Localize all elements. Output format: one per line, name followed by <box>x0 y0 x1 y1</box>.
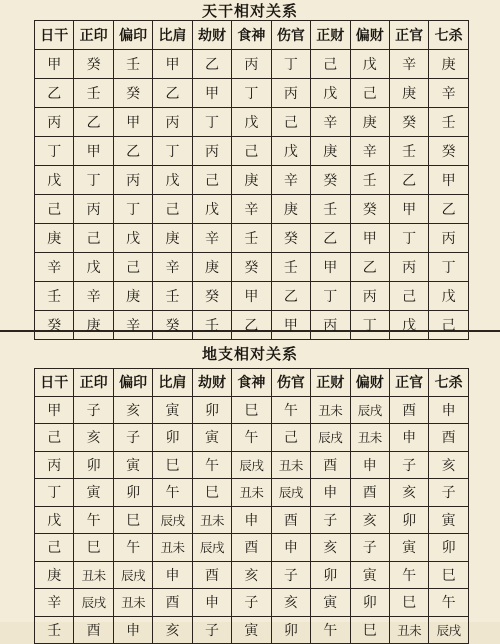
row-label-cell: 壬 <box>35 282 74 311</box>
row-label-cell: 戊 <box>35 166 74 195</box>
table-header-row <box>35 369 469 397</box>
branches-table-title: 地支相对关系 <box>201 345 298 363</box>
row-label-cell: 辛 <box>35 253 74 282</box>
row-label-cell: 丙 <box>35 451 74 479</box>
row-label-cell: 庚 <box>35 224 74 253</box>
table-cell: 乙 <box>74 108 113 137</box>
table-cell: 辰戌 <box>74 589 113 617</box>
table-cell: 丁 <box>153 137 192 166</box>
table-cell: 申 <box>350 451 389 479</box>
table-cell: 丑未 <box>74 561 113 589</box>
table-cell: 戊 <box>113 224 152 253</box>
row-label-cell: 辛 <box>35 589 74 617</box>
table-row <box>35 311 469 340</box>
table-cell: 甲 <box>192 79 231 108</box>
table-cell: 酉 <box>74 616 113 644</box>
table-cell: 辛 <box>429 79 468 108</box>
table-cell: 庚 <box>311 137 350 166</box>
table-cell: 己 <box>389 282 428 311</box>
table-cell: 申 <box>271 534 310 562</box>
table-cell: 戊 <box>192 195 231 224</box>
table-cell: 寅 <box>429 506 468 534</box>
table-cell: 午 <box>389 561 428 589</box>
table-cell: 戊 <box>271 137 310 166</box>
table-cell: 戊 <box>74 253 113 282</box>
table-cell: 乙 <box>271 282 310 311</box>
table-cell: 寅 <box>311 589 350 617</box>
table-cell: 巳 <box>429 561 468 589</box>
row-label-cell: 甲 <box>35 396 74 424</box>
table-cell: 庚 <box>429 50 468 79</box>
table-cell: 午 <box>153 479 192 507</box>
table-cell: 己 <box>271 108 310 137</box>
table-cell: 辰戌 <box>271 479 310 507</box>
table-cell: 辰戌 <box>311 424 350 452</box>
table-cell: 庚 <box>153 224 192 253</box>
table-cell: 丁 <box>429 253 468 282</box>
table-cell: 丙 <box>153 108 192 137</box>
table-cell: 丁 <box>350 311 389 340</box>
table-cell: 丙 <box>350 282 389 311</box>
table-cell: 子 <box>389 451 428 479</box>
table-cell: 庚 <box>232 166 271 195</box>
table-cell: 子 <box>429 479 468 507</box>
table-cell: 癸 <box>311 166 350 195</box>
table-cell: 酉 <box>311 451 350 479</box>
column-header: 伤官 <box>271 369 310 397</box>
table-row <box>35 108 469 137</box>
table-cell: 戊 <box>311 79 350 108</box>
table-cell: 丑未 <box>153 534 192 562</box>
column-header: 正官 <box>389 369 428 397</box>
column-header: 七杀 <box>429 369 468 397</box>
table-cell: 甲 <box>153 50 192 79</box>
table-row <box>35 616 469 644</box>
table-cell: 甲 <box>429 166 468 195</box>
column-header: 日干 <box>35 21 74 50</box>
table-cell: 癸 <box>232 253 271 282</box>
branches-table <box>34 368 469 644</box>
table-cell: 寅 <box>74 479 113 507</box>
table-cell: 乙 <box>429 195 468 224</box>
table-cell: 己 <box>350 79 389 108</box>
column-header: 正印 <box>74 21 113 50</box>
table-cell: 丙 <box>429 224 468 253</box>
table-cell: 卯 <box>192 396 231 424</box>
column-header: 劫财 <box>192 369 231 397</box>
table-cell: 癸 <box>113 79 152 108</box>
table-cell: 卯 <box>74 451 113 479</box>
table-row <box>35 561 469 589</box>
table-cell: 辛 <box>271 166 310 195</box>
table-cell: 亥 <box>271 589 310 617</box>
table-cell: 丁 <box>192 108 231 137</box>
table-cell: 卯 <box>311 561 350 589</box>
table-cell: 壬 <box>232 224 271 253</box>
table-cell: 丙 <box>113 166 152 195</box>
table-row <box>35 79 469 108</box>
table-row <box>35 50 469 79</box>
table-cell: 壬 <box>350 166 389 195</box>
table-cell: 午 <box>113 534 152 562</box>
table-cell: 辰戌 <box>429 616 468 644</box>
table-cell: 午 <box>429 589 468 617</box>
column-header: 日干 <box>35 369 74 397</box>
table-cell: 辰戌 <box>113 561 152 589</box>
table-cell: 巳 <box>232 396 271 424</box>
table-cell: 癸 <box>350 195 389 224</box>
table-cell: 卯 <box>429 534 468 562</box>
table-cell: 午 <box>74 506 113 534</box>
table-cell: 甲 <box>232 282 271 311</box>
table-cell: 午 <box>271 396 310 424</box>
table-cell: 亥 <box>232 561 271 589</box>
table-cell: 庚 <box>389 79 428 108</box>
column-header: 偏财 <box>350 369 389 397</box>
table-cell: 丙 <box>192 137 231 166</box>
table-cell: 酉 <box>389 396 428 424</box>
table-cell: 丁 <box>74 166 113 195</box>
column-header: 食神 <box>232 21 271 50</box>
column-header: 正财 <box>311 21 350 50</box>
table-cell: 申 <box>389 424 428 452</box>
table-cell: 壬 <box>389 137 428 166</box>
column-header: 偏印 <box>113 21 152 50</box>
row-label-cell: 壬 <box>35 616 74 644</box>
row-label-cell: 己 <box>35 195 74 224</box>
table-cell: 申 <box>192 589 231 617</box>
table-cell: 申 <box>113 616 152 644</box>
table-cell: 丁 <box>311 282 350 311</box>
table-cell: 戊 <box>232 108 271 137</box>
table-cell: 癸 <box>74 50 113 79</box>
row-label-cell: 乙 <box>35 79 74 108</box>
table-cell: 壬 <box>311 195 350 224</box>
table-cell: 己 <box>74 224 113 253</box>
stems-table-title: 天干相对关系 <box>201 2 298 20</box>
table-cell: 子 <box>113 424 152 452</box>
table-cell: 乙 <box>113 137 152 166</box>
table-cell: 丙 <box>389 253 428 282</box>
column-header: 劫财 <box>192 21 231 50</box>
table-cell: 丙 <box>271 79 310 108</box>
table-cell: 子 <box>271 561 310 589</box>
table-row <box>35 137 469 166</box>
table-cell: 酉 <box>192 561 231 589</box>
table-cell: 乙 <box>350 253 389 282</box>
table-cell: 卯 <box>271 616 310 644</box>
table-cell: 庚 <box>192 253 231 282</box>
column-header: 偏印 <box>113 369 152 397</box>
table-cell: 寅 <box>232 616 271 644</box>
table-cell: 己 <box>311 50 350 79</box>
column-header: 七杀 <box>429 21 468 50</box>
table-cell: 酉 <box>429 424 468 452</box>
table-row <box>35 224 469 253</box>
column-header: 正财 <box>311 369 350 397</box>
table-row <box>35 506 469 534</box>
table-cell: 巳 <box>192 479 231 507</box>
table-cell: 丁 <box>113 195 152 224</box>
table-cell: 辰戌 <box>153 506 192 534</box>
table-cell: 丑未 <box>192 506 231 534</box>
table-cell: 壬 <box>192 311 231 340</box>
column-header: 正印 <box>74 369 113 397</box>
table-cell: 辛 <box>74 282 113 311</box>
table-cell: 辛 <box>311 108 350 137</box>
table-cell: 卯 <box>389 506 428 534</box>
table-row <box>35 424 469 452</box>
table-cell: 甲 <box>389 195 428 224</box>
table-cell: 寅 <box>153 396 192 424</box>
table-cell: 酉 <box>271 506 310 534</box>
table-cell: 午 <box>232 424 271 452</box>
table-cell: 甲 <box>311 253 350 282</box>
table-cell: 丑未 <box>350 424 389 452</box>
table-cell: 辰戌 <box>192 534 231 562</box>
table-row <box>35 479 469 507</box>
table-cell: 酉 <box>350 479 389 507</box>
table-cell: 壬 <box>429 108 468 137</box>
table-cell: 丑未 <box>389 616 428 644</box>
column-header: 比肩 <box>153 21 192 50</box>
table-cell: 庚 <box>350 108 389 137</box>
table-cell: 辰戌 <box>350 396 389 424</box>
row-label-cell: 己 <box>35 534 74 562</box>
column-header: 偏财 <box>350 21 389 50</box>
table-cell: 壬 <box>113 50 152 79</box>
table-header-row <box>35 21 469 50</box>
table-cell: 癸 <box>271 224 310 253</box>
table-row <box>35 589 469 617</box>
table-cell: 申 <box>311 479 350 507</box>
table-cell: 卯 <box>153 424 192 452</box>
table-cell: 庚 <box>74 311 113 340</box>
table-cell: 子 <box>192 616 231 644</box>
table-row <box>35 396 469 424</box>
row-label-cell: 戊 <box>35 506 74 534</box>
table-cell: 卯 <box>113 479 152 507</box>
table-cell: 子 <box>74 396 113 424</box>
table-cell: 寅 <box>113 451 152 479</box>
table-cell: 戊 <box>389 311 428 340</box>
table-cell: 庚 <box>271 195 310 224</box>
table-cell: 丑未 <box>271 451 310 479</box>
table-cell: 己 <box>271 424 310 452</box>
table-cell: 午 <box>311 616 350 644</box>
table-cell: 己 <box>153 195 192 224</box>
table-cell: 癸 <box>389 108 428 137</box>
table-cell: 亥 <box>311 534 350 562</box>
table-cell: 乙 <box>153 79 192 108</box>
table-cell: 丑未 <box>311 396 350 424</box>
table-cell: 辛 <box>192 224 231 253</box>
table-cell: 亥 <box>153 616 192 644</box>
table-cell: 己 <box>113 253 152 282</box>
row-label-cell: 庚 <box>35 561 74 589</box>
table-row <box>35 282 469 311</box>
table-cell: 亥 <box>113 396 152 424</box>
row-label-cell: 丁 <box>35 479 74 507</box>
table-cell: 戊 <box>350 50 389 79</box>
table-cell: 酉 <box>232 534 271 562</box>
table-cell: 乙 <box>192 50 231 79</box>
table-cell: 午 <box>192 451 231 479</box>
table-row <box>35 195 469 224</box>
table-cell: 乙 <box>232 311 271 340</box>
table-cell: 辛 <box>232 195 271 224</box>
table-row <box>35 534 469 562</box>
table-cell: 甲 <box>113 108 152 137</box>
stems-table <box>34 20 469 340</box>
table-cell: 壬 <box>153 282 192 311</box>
table-cell: 丁 <box>271 50 310 79</box>
column-header: 比肩 <box>153 369 192 397</box>
column-header: 正官 <box>389 21 428 50</box>
table-cell: 壬 <box>74 79 113 108</box>
table-cell: 癸 <box>153 311 192 340</box>
table-row <box>35 451 469 479</box>
table-cell: 戊 <box>153 166 192 195</box>
table-cell: 子 <box>350 534 389 562</box>
table-cell: 巳 <box>74 534 113 562</box>
table-cell: 申 <box>232 506 271 534</box>
table-cell: 寅 <box>192 424 231 452</box>
row-label-cell: 癸 <box>35 311 74 340</box>
table-cell: 辛 <box>153 253 192 282</box>
table-cell: 子 <box>232 589 271 617</box>
table-cell: 辛 <box>389 50 428 79</box>
table-cell: 亥 <box>429 451 468 479</box>
table-cell: 丑未 <box>232 479 271 507</box>
table-cell: 巳 <box>350 616 389 644</box>
table-cell: 庚 <box>113 282 152 311</box>
table-cell: 亥 <box>350 506 389 534</box>
row-label-cell: 己 <box>35 424 74 452</box>
table-cell: 巳 <box>389 589 428 617</box>
table-cell: 子 <box>311 506 350 534</box>
table-cell: 丙 <box>74 195 113 224</box>
table-cell: 巳 <box>113 506 152 534</box>
table-cell: 丙 <box>311 311 350 340</box>
table-cell: 己 <box>232 137 271 166</box>
table-cell: 卯 <box>350 589 389 617</box>
table-cell: 壬 <box>271 253 310 282</box>
row-label-cell: 丙 <box>35 108 74 137</box>
table-cell: 申 <box>429 396 468 424</box>
table-cell: 戊 <box>429 282 468 311</box>
table-row <box>35 166 469 195</box>
table-cell: 丑未 <box>113 589 152 617</box>
table-row <box>35 253 469 282</box>
table-cell: 寅 <box>389 534 428 562</box>
table-cell: 丁 <box>389 224 428 253</box>
table-cell: 己 <box>429 311 468 340</box>
table-cell: 甲 <box>74 137 113 166</box>
table-cell: 辰戌 <box>232 451 271 479</box>
table-cell: 巳 <box>153 451 192 479</box>
column-header: 食神 <box>232 369 271 397</box>
table-cell: 亥 <box>74 424 113 452</box>
row-label-cell: 丁 <box>35 137 74 166</box>
table-cell: 亥 <box>389 479 428 507</box>
table-cell: 甲 <box>271 311 310 340</box>
table-cell: 己 <box>192 166 231 195</box>
table-cell: 乙 <box>389 166 428 195</box>
table-cell: 癸 <box>429 137 468 166</box>
row-label-cell: 甲 <box>35 50 74 79</box>
table-cell: 丁 <box>232 79 271 108</box>
column-header: 伤官 <box>271 21 310 50</box>
table-cell: 丙 <box>232 50 271 79</box>
table-cell: 乙 <box>311 224 350 253</box>
table-cell: 癸 <box>192 282 231 311</box>
table-cell: 酉 <box>153 589 192 617</box>
table-cell: 甲 <box>350 224 389 253</box>
table-cell: 申 <box>153 561 192 589</box>
table-cell: 辛 <box>350 137 389 166</box>
table-cell: 寅 <box>350 561 389 589</box>
table-cell: 辛 <box>113 311 152 340</box>
